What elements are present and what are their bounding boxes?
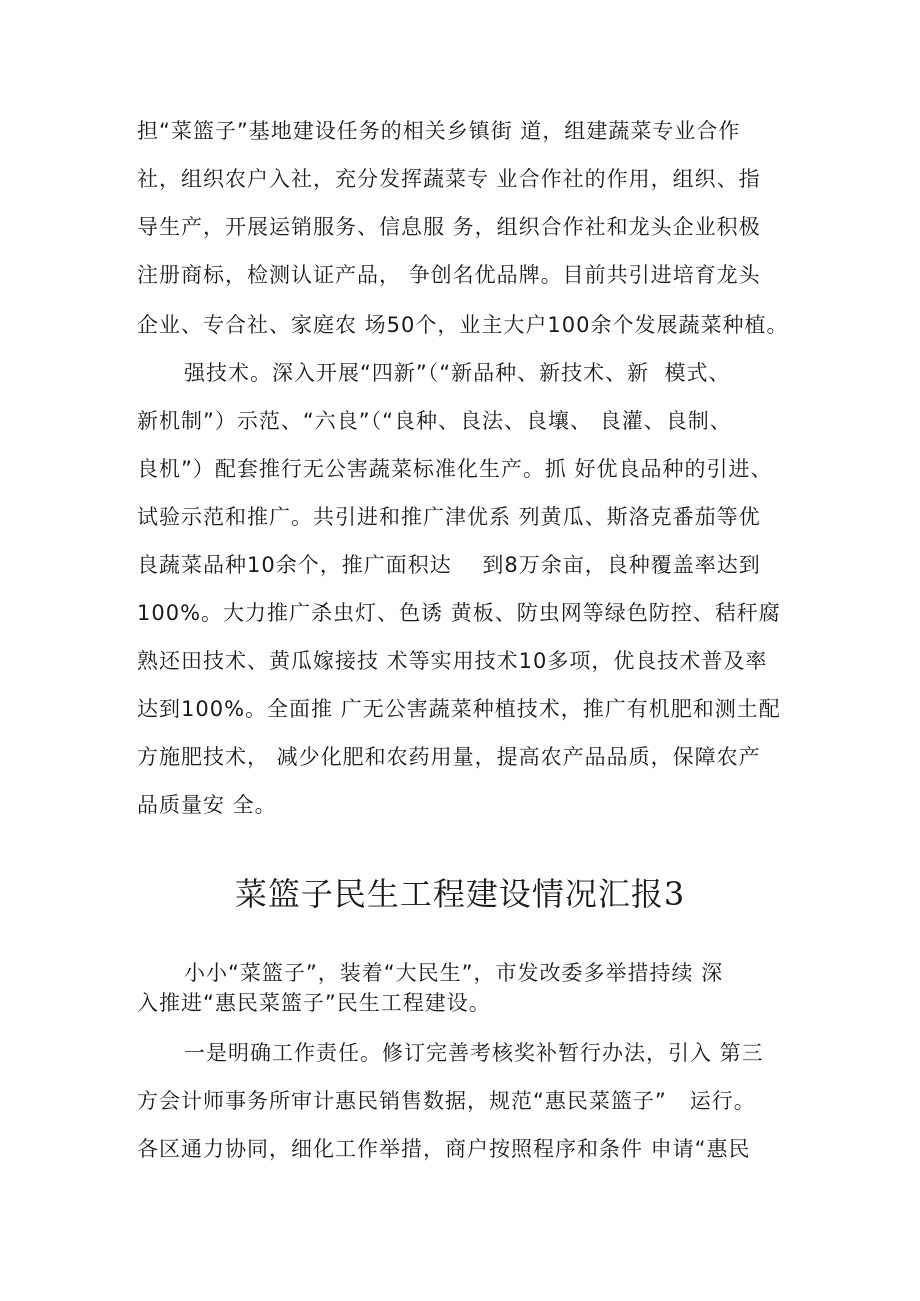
text-line: 良机”）配套推行无公害蔬菜标准化生产。抓 好优良品种的引进、 (137, 457, 773, 481)
text-line: 导生产，开展运销服务、信息服 务，组织合作社和龙头企业积极 (137, 215, 761, 239)
text-line: 良蔬菜品种10余个，推广面积达 到8万余亩，良种覆盖率达到 (137, 553, 761, 577)
text-line: 品质量安 全。 (137, 793, 277, 817)
text-line: 方施肥技术， 减少化肥和农药用量，提高农产品品质，保障农产 (137, 745, 761, 769)
text-line: 一是明确工作责任。修订完善考核奖补暂行办法，引入 第三 (184, 1041, 764, 1065)
text-line: 强技术。深入开展“四新”（“新品种、新技术、新 模式、 (184, 361, 731, 385)
text-line: 新机制”）示范、“六良”（“良种、良法、良壤、 良灌、良制、 (137, 409, 732, 433)
text-line: 熟还田技术、黄瓜嫁接技 术等实用技术10多项，优良技术普及率 (137, 649, 768, 673)
text-line: 达到100%。全面推 广无公害蔬菜种植技术，推广有机肥和测土配 (137, 697, 781, 721)
text-line: 担“菜篮子”基地建设任务的相关乡镇街 道，组建蔬菜专业合作 (137, 119, 741, 143)
text-line: 注册商标，检测认证产品， 争创名优品牌。目前共引进培育龙头 (137, 263, 761, 287)
section-heading: 菜篮子民生工程建设情况汇报3 (234, 875, 686, 913)
text-line: 100%。大力推广杀虫灯、色诱 黄板、防虫网等绿色防控、秸秆腐 (137, 601, 781, 625)
text-line: 小小“菜篮子”，装着“大民生”，市发改委多举措持续 深 (184, 961, 724, 985)
text-line: 社，组织农户入社，充分发挥蔬菜专 业合作社的作用，组织、指 (137, 167, 761, 191)
text-line: 各区通力协同，细化工作举措，商户按照程序和条件 申请“惠民 (137, 1137, 751, 1161)
text-line: 方会计师事务所审计惠民销售数据，规范“惠民菜篮子” 运行。 (137, 1089, 756, 1113)
text-line: 入推进“惠民菜篮子”民生工程建设。 (137, 991, 491, 1015)
text-line: 企业、专合社、家庭农 场50个，业主大户100余个发展蔬菜种植。 (137, 313, 789, 337)
text-line: 试验示范和推广。共引进和推广津优系 列黄瓜、斯洛克番茄等优 (137, 505, 761, 529)
